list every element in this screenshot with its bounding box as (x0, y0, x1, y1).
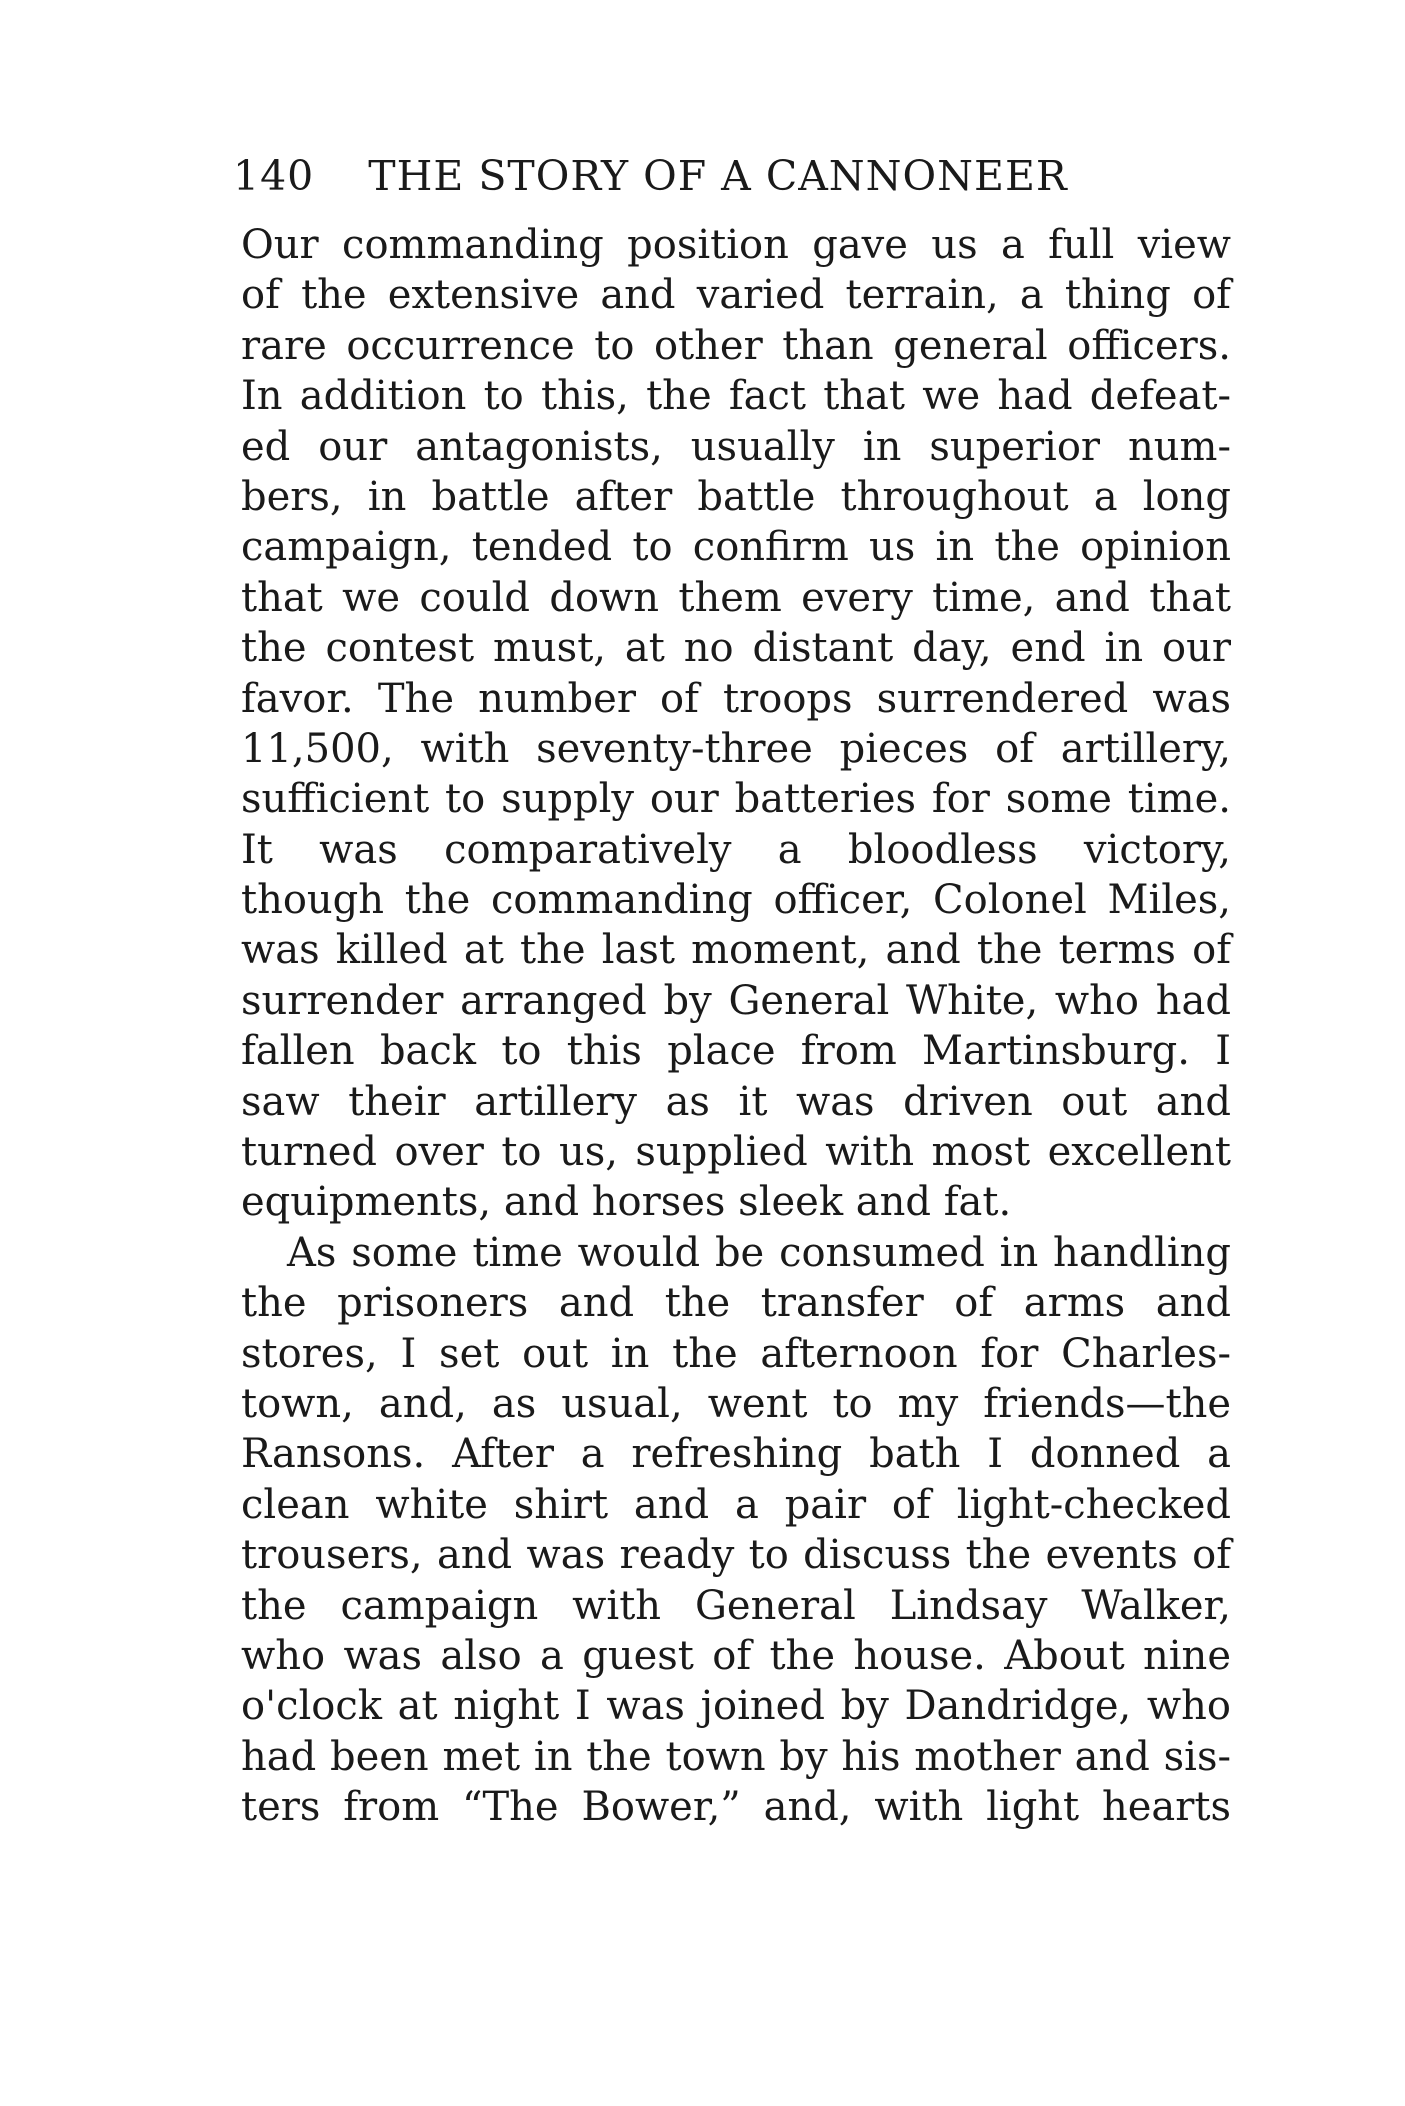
text-line: of the extensive and varied terrain, a thing of (241, 272, 1231, 319)
text-line: ed our antagonists, usually in superior num- (241, 423, 1231, 470)
text-line: In addition to this, the fact that we had defeat- (241, 373, 1231, 420)
text-line: the prisoners and the transfer of arms and (241, 1280, 1231, 1327)
text-line: stores, I set out in the afternoon for Charles- (241, 1330, 1231, 1377)
text-line: that we could down them every time, and that (241, 574, 1231, 621)
text-line: 11,500, with seventy-three pieces of artillery, (241, 725, 1231, 772)
text-line: surrender arranged by General White, who had (241, 977, 1231, 1024)
text-line: bers, in battle after battle throughout a long (241, 473, 1231, 520)
text-line: rare occurrence to other than general officers. (241, 322, 1231, 369)
text-line: As some time would be consumed in handling (287, 1229, 1231, 1276)
text-line: though the commanding officer, Colonel Miles, (241, 877, 1231, 924)
text-line: equipments, and horses sleek and fat. (241, 1179, 1012, 1226)
text-line: saw their artillery as it was driven out and (241, 1078, 1231, 1125)
text-line: favor. The number of troops surrendered was (241, 675, 1231, 722)
text-line: fallen back to this place from Martinsburg. I (241, 1028, 1231, 1075)
text-line: had been met in the town by his mother and sis- (241, 1733, 1231, 1780)
text-line: sufficient to supply our batteries for some time. (241, 776, 1231, 823)
running-title: THE STORY OF A CANNONEER (368, 152, 1068, 200)
page-number: 140 (233, 152, 315, 200)
running-head (233, 152, 1233, 212)
body-text (241, 220, 1231, 1833)
text-line: Our commanding position gave us a full view (241, 222, 1231, 268)
text-line: campaign, tended to confirm us in the opinion (241, 524, 1231, 571)
text-line: who was also a guest of the house. About nine (241, 1632, 1231, 1679)
text-line: the campaign with General Lindsay Walker, (241, 1582, 1231, 1629)
text-line: clean white shirt and a pair of light-checked (241, 1481, 1231, 1528)
text-line: turned over to us, supplied with most excellent (241, 1129, 1231, 1176)
text-line: was killed at the last moment, and the terms of (241, 927, 1231, 974)
text-line: Ransons. After a refreshing bath I donned a (241, 1431, 1231, 1478)
text-line: town, and, as usual, went to my friends—the (241, 1380, 1231, 1427)
text-line: ters from “The Bower,” and, with light hearts (241, 1784, 1231, 1831)
text-line: trousers, and was ready to discuss the events of (241, 1532, 1231, 1579)
text-line: It was comparatively a bloodless victory, (241, 826, 1231, 873)
text-line: o'clock at night I was joined by Dandridge, who (241, 1683, 1231, 1730)
text-line: the contest must, at no distant day, end in our (241, 625, 1231, 672)
